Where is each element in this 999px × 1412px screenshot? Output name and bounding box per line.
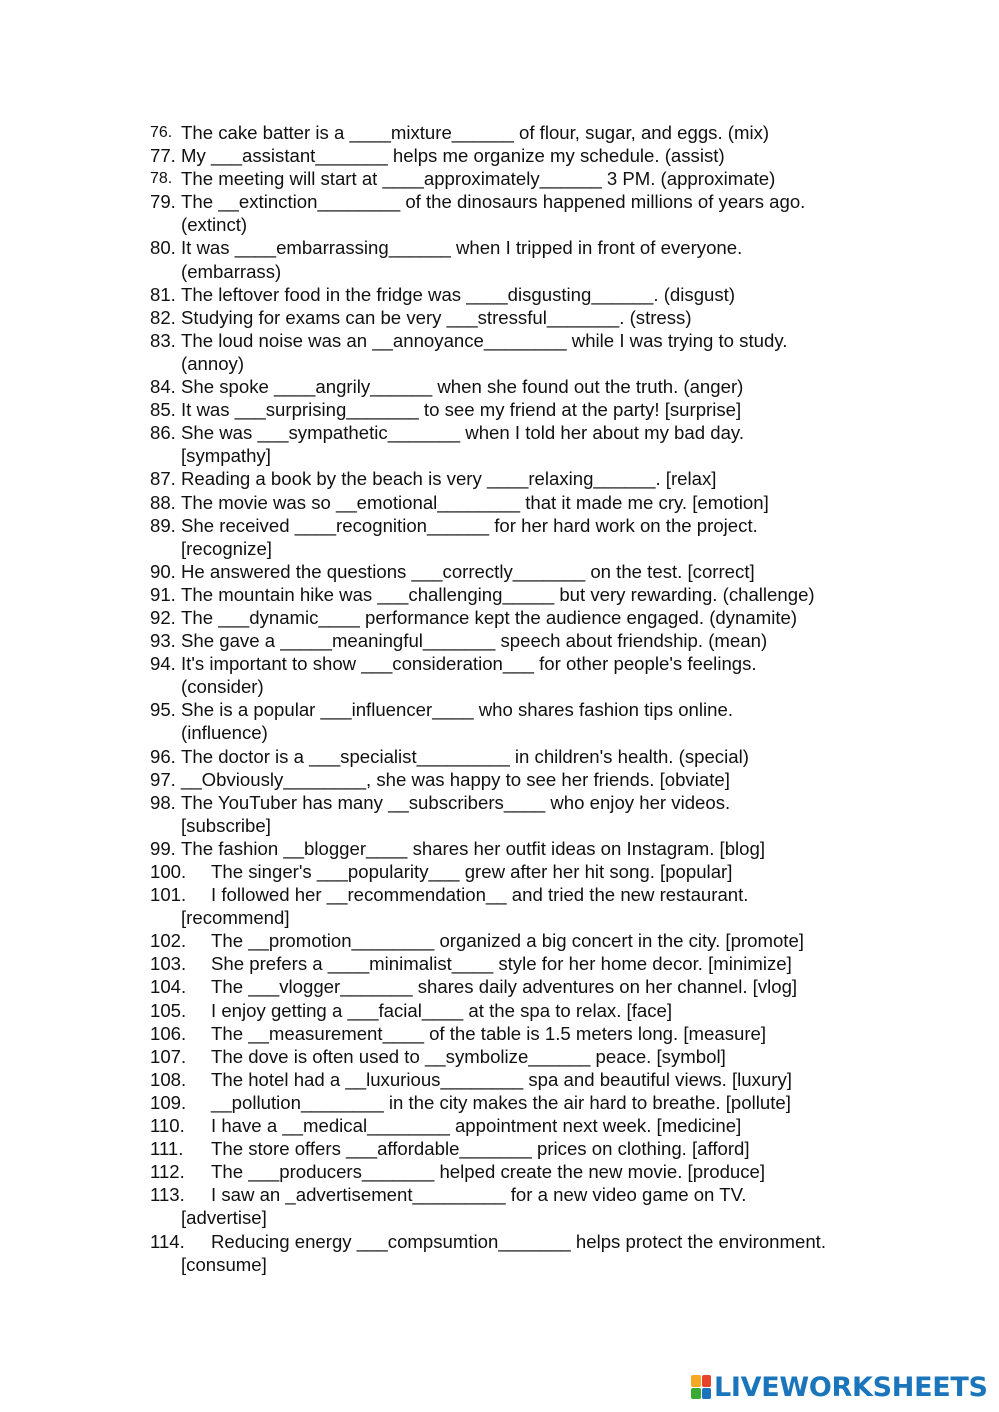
exercise-item bbox=[150, 952, 890, 975]
exercise-item bbox=[150, 1045, 890, 1068]
item-sentence: The __promotion________ organized a big concert in the city. [promote] bbox=[211, 930, 804, 952]
item-number: 107. bbox=[150, 1045, 187, 1067]
item-number: 83. bbox=[150, 329, 176, 351]
item-sentence: Studying for exams can be very ___stressful_______. (stress) bbox=[181, 306, 692, 328]
exercise-item bbox=[150, 1137, 890, 1160]
exercise-item bbox=[150, 606, 890, 629]
item-sentence: The __measurement____ of the table is 1.5 meters long. [measure] bbox=[211, 1022, 767, 1044]
exercise-item bbox=[150, 167, 890, 190]
exercise-item bbox=[150, 652, 890, 675]
item-number: 111. bbox=[150, 1138, 184, 1160]
item-number: 85. bbox=[150, 399, 176, 421]
item-number: 95. bbox=[150, 699, 176, 721]
item-number: 108. bbox=[150, 1068, 187, 1090]
item-hint: (embarrass) bbox=[181, 260, 282, 282]
item-number: 99. bbox=[150, 837, 176, 859]
item-hint: (extinct) bbox=[181, 214, 248, 236]
item-number: 78. bbox=[150, 170, 173, 188]
item-number: 91. bbox=[150, 583, 176, 605]
exercise-item bbox=[150, 1022, 890, 1045]
exercise-item bbox=[150, 1230, 890, 1253]
item-hint: [advertise] bbox=[181, 1207, 267, 1229]
exercise-item bbox=[150, 121, 890, 144]
item-number: 100. bbox=[150, 861, 187, 882]
item-number: 104. bbox=[150, 976, 187, 998]
item-number: 87. bbox=[150, 468, 176, 490]
item-sentence: The ___dynamic____ performance kept the audience engaged. (dynamite) bbox=[181, 606, 798, 628]
exercise-item bbox=[150, 1160, 890, 1183]
exercise-item bbox=[150, 190, 890, 213]
item-sentence: She gave a _____meaningful_______ speech about friendship. (mean) bbox=[181, 630, 768, 652]
item-number: 90. bbox=[150, 560, 176, 582]
item-sentence: My ___assistant_______ helps me organize my schedule. (assist) bbox=[181, 145, 725, 167]
exercise-item bbox=[150, 629, 890, 652]
item-number: 76. bbox=[150, 124, 173, 141]
exercise-item bbox=[150, 236, 890, 259]
exercise-item bbox=[150, 999, 890, 1022]
logo-text: LIVEWORKSHEETS bbox=[714, 1371, 988, 1403]
item-number: 89. bbox=[150, 514, 176, 536]
item-number: 105. bbox=[150, 999, 187, 1021]
exercise-item bbox=[150, 144, 890, 167]
logo-tile-3 bbox=[691, 1388, 701, 1400]
item-number: 110. bbox=[150, 1115, 185, 1137]
exercise-item bbox=[150, 1068, 890, 1091]
item-sentence: The dove is often used to __symbolize______ peace. [symbol] bbox=[211, 1045, 726, 1067]
item-hint: (annoy) bbox=[181, 352, 245, 374]
item-number: 80. bbox=[150, 237, 176, 259]
item-number: 112. bbox=[150, 1161, 185, 1183]
logo-tile-4 bbox=[702, 1388, 712, 1400]
item-number: 106. bbox=[150, 1022, 187, 1044]
item-number: 82. bbox=[150, 306, 176, 328]
item-number: 84. bbox=[150, 376, 176, 398]
item-sentence: She received ____recognition______ for her hard work on the project. bbox=[181, 514, 758, 536]
exercise-item bbox=[150, 791, 890, 814]
item-sentence: The doctor is a ___specialist_________ in children's health. (special) bbox=[181, 745, 749, 767]
logo-tile-2 bbox=[702, 1375, 712, 1387]
item-number: 101. bbox=[150, 884, 187, 906]
exercise-item bbox=[150, 837, 890, 860]
exercise-item bbox=[150, 491, 890, 514]
exercise-item bbox=[150, 283, 890, 306]
item-number: 114. bbox=[150, 1230, 185, 1252]
item-sentence: Reading a book by the beach is very ____relaxing______. [relax] bbox=[181, 468, 717, 490]
item-number: 98. bbox=[150, 791, 176, 813]
item-number: 113. bbox=[150, 1184, 185, 1206]
item-number: 93. bbox=[150, 630, 176, 652]
item-sentence: It's important to show ___consideration___ for other people's feelings. bbox=[181, 653, 757, 675]
liveworksheets-logo-icon bbox=[691, 1375, 711, 1399]
item-sentence: __Obviously________, she was happy to see her friends. [obviate] bbox=[181, 768, 730, 790]
logo-tile-1 bbox=[691, 1375, 701, 1387]
item-sentence: She spoke ____angrily______ when she found out the truth. (anger) bbox=[181, 376, 744, 398]
item-sentence: The singer's ___popularity___ grew after her hit song. [popular] bbox=[211, 861, 733, 882]
item-sentence: The fashion __blogger____ shares her outfit ideas on Instagram. [blog] bbox=[181, 837, 766, 859]
item-hint: [recommend] bbox=[181, 907, 290, 929]
exercise-item bbox=[150, 375, 890, 398]
exercise-item bbox=[150, 398, 890, 421]
exercise-item bbox=[150, 560, 890, 583]
item-sentence: I saw an _advertisement_________ for a new video game on TV. bbox=[211, 1184, 747, 1206]
item-sentence: She was ___sympathetic_______ when I told her about my bad day. bbox=[181, 422, 744, 444]
exercise-item bbox=[150, 929, 890, 952]
item-sentence: The ___producers_______ helped create the new movie. [produce] bbox=[211, 1161, 766, 1183]
exercise-item bbox=[150, 883, 890, 906]
item-sentence: The __extinction________ of the dinosaurs happened millions of years ago. bbox=[181, 191, 806, 213]
item-number: 102. bbox=[150, 930, 187, 952]
item-number: 94. bbox=[150, 653, 176, 675]
item-number: 96. bbox=[150, 745, 176, 767]
item-sentence: The hotel had a __luxurious________ spa and beautiful views. [luxury] bbox=[211, 1068, 792, 1090]
item-sentence: The leftover food in the fridge was ____disgusting______. (disgust) bbox=[181, 283, 736, 305]
item-sentence: The cake batter is a ____mixture______ of flour, sugar, and eggs. (mix) bbox=[181, 122, 770, 143]
item-hint: (influence) bbox=[181, 722, 268, 744]
item-hint: [subscribe] bbox=[181, 814, 271, 836]
item-sentence: It was ____embarrassing______ when I tripped in front of everyone. bbox=[181, 237, 743, 259]
item-sentence: He answered the questions ___correctly_______ on the test. [correct] bbox=[181, 560, 755, 582]
worksheet bbox=[150, 121, 890, 1276]
item-sentence: She prefers a ____minimalist____ style for her home decor. [minimize] bbox=[211, 953, 792, 975]
item-hint: [consume] bbox=[181, 1253, 267, 1275]
exercise-item bbox=[150, 306, 890, 329]
item-number: 77. bbox=[150, 145, 176, 167]
item-number: 88. bbox=[150, 491, 176, 513]
item-hint: (consider) bbox=[181, 676, 264, 698]
item-sentence: I enjoy getting a ___facial____ at the spa to relax. [face] bbox=[211, 999, 673, 1021]
exercise-item bbox=[150, 514, 890, 537]
exercise-item bbox=[150, 1091, 890, 1114]
item-number: 109. bbox=[150, 1091, 187, 1113]
item-sentence: I have a __medical________ appointment next week. [medicine] bbox=[211, 1115, 742, 1137]
item-sentence: She is a popular ___influencer____ who shares fashion tips online. bbox=[181, 699, 733, 721]
item-hint: [sympathy] bbox=[181, 445, 271, 467]
item-sentence: Reducing energy ___compsumtion_______ helps protect the environment. bbox=[211, 1230, 827, 1252]
exercise-item bbox=[150, 1114, 890, 1137]
exercise-item bbox=[150, 421, 890, 444]
exercise-item bbox=[150, 583, 890, 606]
exercise-item bbox=[150, 1183, 890, 1206]
item-sentence: The YouTuber has many __subscribers____ who enjoy her videos. bbox=[181, 791, 731, 813]
exercise-item bbox=[150, 745, 890, 768]
item-sentence: The loud noise was an __annoyance________ while I was trying to study. bbox=[181, 329, 788, 351]
item-sentence: The movie was so __emotional________ that it made me cry. [emotion] bbox=[181, 491, 769, 513]
item-sentence: I followed her __recommendation__ and tried the new restaurant. bbox=[211, 884, 749, 906]
exercise-item bbox=[150, 860, 890, 883]
item-number: 86. bbox=[150, 422, 176, 444]
item-number: 81. bbox=[150, 283, 176, 305]
exercise-item bbox=[150, 975, 890, 998]
item-number: 92. bbox=[150, 606, 176, 628]
exercise-item bbox=[150, 698, 890, 721]
item-number: 79. bbox=[150, 191, 176, 213]
exercise-item bbox=[150, 467, 890, 490]
item-number: 97. bbox=[150, 768, 176, 790]
exercise-item bbox=[150, 329, 890, 352]
item-sentence: The meeting will start at ____approximately______ 3 PM. (approximate) bbox=[181, 168, 776, 190]
item-sentence: The ___vlogger_______ shares daily adventures on her channel. [vlog] bbox=[211, 976, 798, 998]
item-sentence: The mountain hike was ___challenging_____ but very rewarding. (challenge) bbox=[181, 583, 815, 605]
liveworksheets-logo[interactable] bbox=[691, 1373, 988, 1401]
item-sentence: __pollution________ in the city makes the air hard to breathe. [pollute] bbox=[211, 1091, 791, 1113]
item-hint: [recognize] bbox=[181, 537, 272, 559]
item-sentence: The store offers ___affordable_______ prices on clothing. [afford] bbox=[211, 1138, 750, 1160]
item-sentence: It was ___surprising_______ to see my friend at the party! [surprise] bbox=[181, 399, 742, 421]
item-number: 103. bbox=[150, 953, 187, 975]
exercise-item bbox=[150, 768, 890, 791]
